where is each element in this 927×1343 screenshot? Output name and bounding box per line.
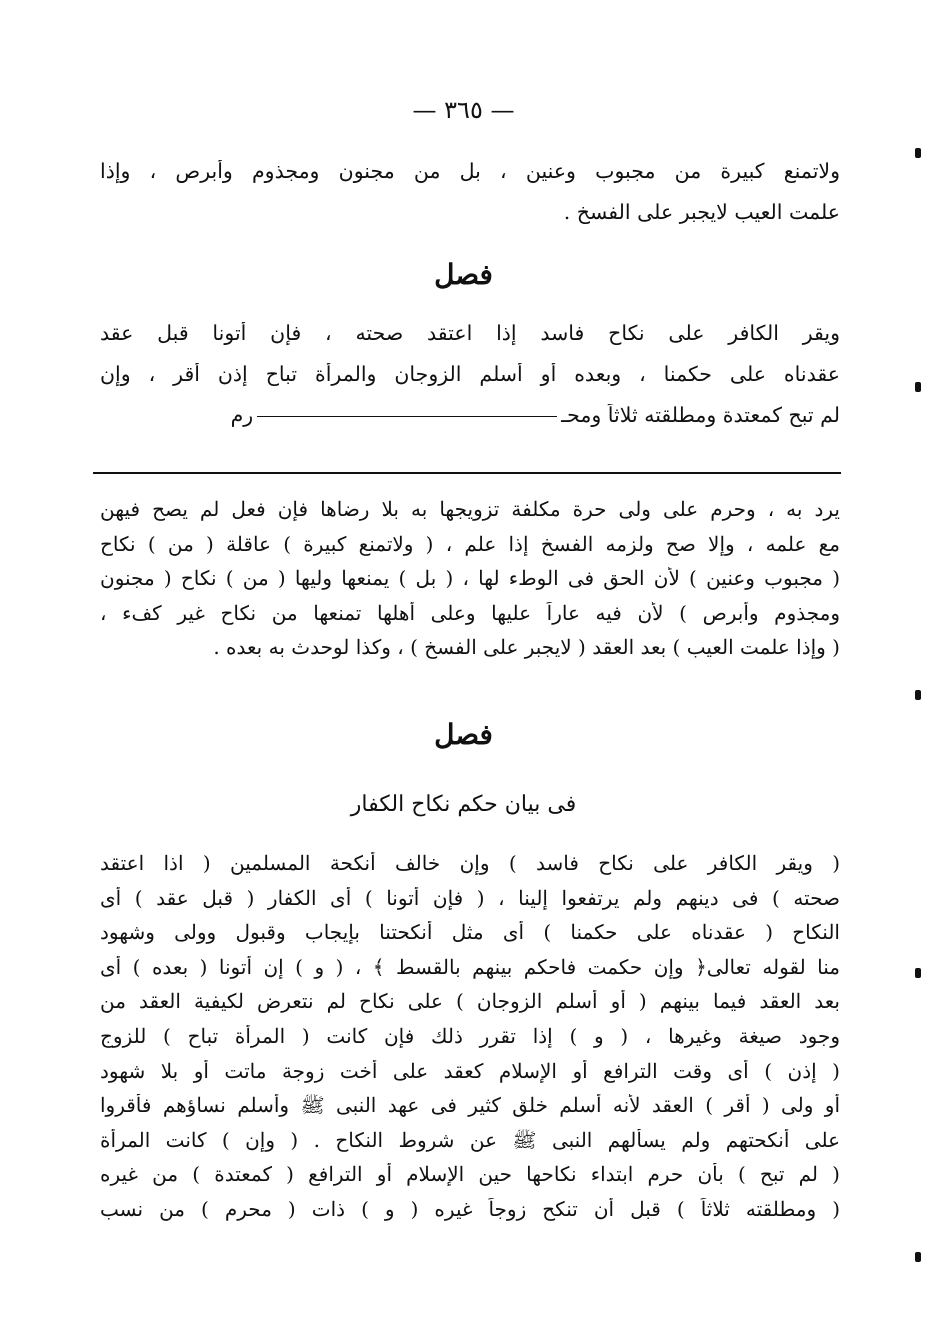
- matn-section: [100, 322, 840, 445]
- sharh-line: ( مجبوب وعنين ) لأن الحق فى الوطء لها ، ( بل ) يمنعها وليها ( من ) نكاح ( مجنون: [100, 567, 840, 590]
- section-heading: فصل: [434, 258, 493, 291]
- sharh-block: [100, 498, 840, 671]
- sharh-line: وجود صيغة وغيرها ، ( و ) إذا تقرر ذلك فإن كانت ( المرأة تباح ) للزوج: [100, 1024, 840, 1048]
- sharh-line: ( ويقر الكافر على نكاح فاسد ) وإن خالف أنكحة المسلمين ( اذا اعتقد: [100, 852, 840, 875]
- matn-line-tail: رم: [230, 404, 254, 427]
- sharh-line: ( ومطلقته ثلاثاً ) قبل أن تنكح زوجاً غيره ( و ) ذات ( محرم ) من نسب: [100, 1197, 840, 1221]
- sharh-line: منا لقوله تعالى﴿ وإن حكمت فاحكم بينهم بالقسط ﴾ ، ( و ) إن أتونا ( بعده ) أى: [100, 955, 840, 979]
- page-number: — ٣٦٥ —: [412, 96, 515, 124]
- sharh-line: النكاح ( عقدناه على حكمنا ) أى مثل أنكحتنا بإيجاب وقبول وولى وشهود: [100, 921, 840, 945]
- matn-line: ويقر الكافر على نكاح فاسد إذا اعتقد صحته ، فإن أتونا قبل عقد: [100, 322, 840, 345]
- scan-binding-mark: [915, 382, 921, 392]
- matn-line: ولاتمنع كبيرة من مجبوب وعنين ، بل من مجنون ومجذوم وأبرص ، وإذا: [100, 160, 840, 183]
- section-heading: فصل: [434, 718, 493, 751]
- matn-line: علمت العيب لايجبر على الفسخ .: [563, 201, 840, 224]
- sharh-line: ومجذوم وأبرص ) لأن فيه عاراً عليها وعلى أهلها تمنعها من نكاح غير كفء ،: [100, 601, 840, 625]
- sharh-line: بعد العقد فيما بينهم ( أو أسلم الزوجان ) على نكاح لم نتعرض لكيفية العقد من: [100, 990, 840, 1014]
- sharh-line: يرد به ، وحرم على ولى حرة مكلفة تزويجها به بلا رضاها فإن فعل لم يصح فيهن: [100, 498, 840, 521]
- sharh-line: مع علمه ، وإلا صح ولزمه الفسخ إذا علم ، ( ولاتمنع كبيرة ) عاقلة ( من ) نكاح: [100, 532, 840, 556]
- sharh-line: صحته ) فى دينهم ولم يرتفعوا إلينا ، ( فإن أتونا ) أى الكفار ( قبل عقد ) أى: [100, 886, 840, 910]
- matn-top: [100, 160, 840, 242]
- elision-dash: [257, 416, 557, 417]
- sharh-line: ( إذن ) أى وقت الترافع أو الإسلام كعقد على أخت زوجة ماتت أو بلا شهود: [100, 1059, 840, 1083]
- scan-binding-mark: [915, 148, 921, 158]
- sharh-line: ( وإذا علمت العيب ) بعد العقد ( لايجبر على الفسخ ) ، وكذا لوحدث به بعده .: [213, 636, 840, 659]
- matn-line-text: لم تبح كمعتدة ومطلقته ثلاثاً ومحـ: [561, 404, 840, 427]
- sharh-line: ( لم تبح ) بأن حرم ابتداء نكاحها حين الإسلام أو الترافع ( كمعتدة ) من غيره: [100, 1163, 840, 1187]
- separator-rule: [93, 472, 841, 474]
- scan-binding-mark: [915, 968, 921, 978]
- scan-binding-mark: [915, 1252, 921, 1262]
- sharh-block-2: [100, 852, 840, 1233]
- sharh-line: على أنكحتهم ولم يسألهم النبى ﷺ عن شروط النكاح . ( وإن ) كانت المرأة: [100, 1128, 840, 1152]
- sharh-line: أو ولى ( أقر ) العقد لأنه أسلم خلق كثير فى عهد النبى ﷺ وأسلم نساؤهم فأقروا: [100, 1094, 840, 1118]
- matn-line-final: [100, 404, 840, 445]
- matn-line: عقدناه على حكمنا ، وبعده أو أسلم الزوجان والمرأة تباح إذن أقر ، وإن: [100, 363, 840, 386]
- scan-binding-mark: [915, 690, 921, 700]
- section-subheading: فى بيان حكم نكاح الكفار: [350, 792, 577, 817]
